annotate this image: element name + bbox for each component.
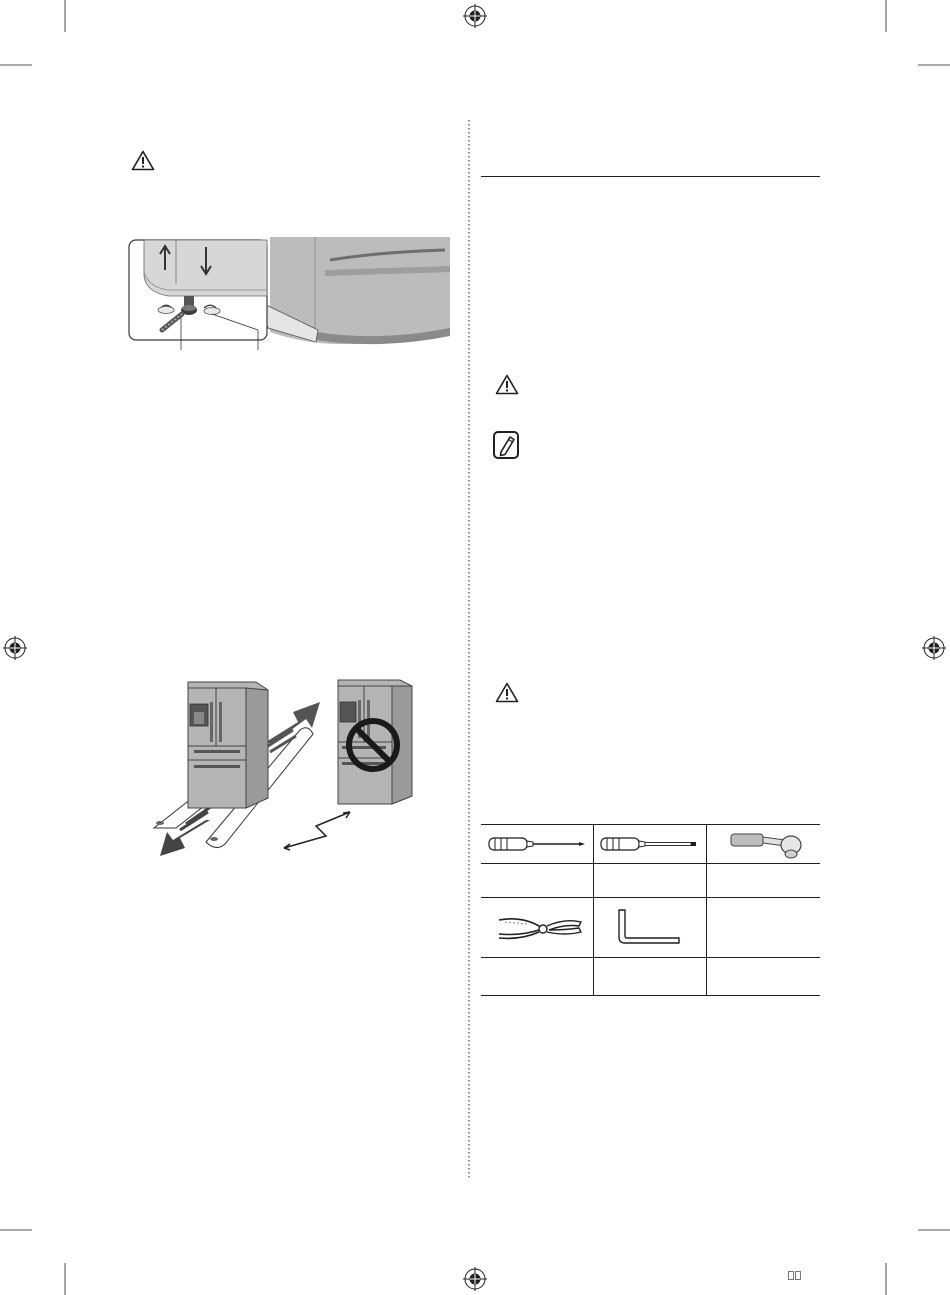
registration-mark-right (922, 636, 946, 660)
pliers-icon (495, 910, 585, 948)
leveling-leg-figure (120, 232, 455, 354)
warning-triangle-icon (495, 682, 519, 703)
tools-table (481, 824, 820, 996)
note-pencil-icon (492, 430, 520, 460)
hex-key-icon (609, 908, 689, 948)
warning-triangle-icon (131, 150, 155, 171)
empty-cell-icon (713, 914, 714, 915)
flat-screwdriver-icon (599, 834, 699, 854)
page-number-box (788, 1271, 802, 1280)
phillips-screwdriver-icon (487, 834, 587, 854)
registration-mark-top (463, 4, 487, 28)
warning-triangle-icon (495, 374, 519, 395)
heading-rule (481, 176, 820, 177)
socket-wrench-icon (729, 828, 815, 862)
registration-mark-bottom (463, 1267, 487, 1291)
column-divider (467, 120, 471, 1180)
registration-mark-left (3, 636, 27, 660)
no-symbol-icon (343, 715, 403, 775)
